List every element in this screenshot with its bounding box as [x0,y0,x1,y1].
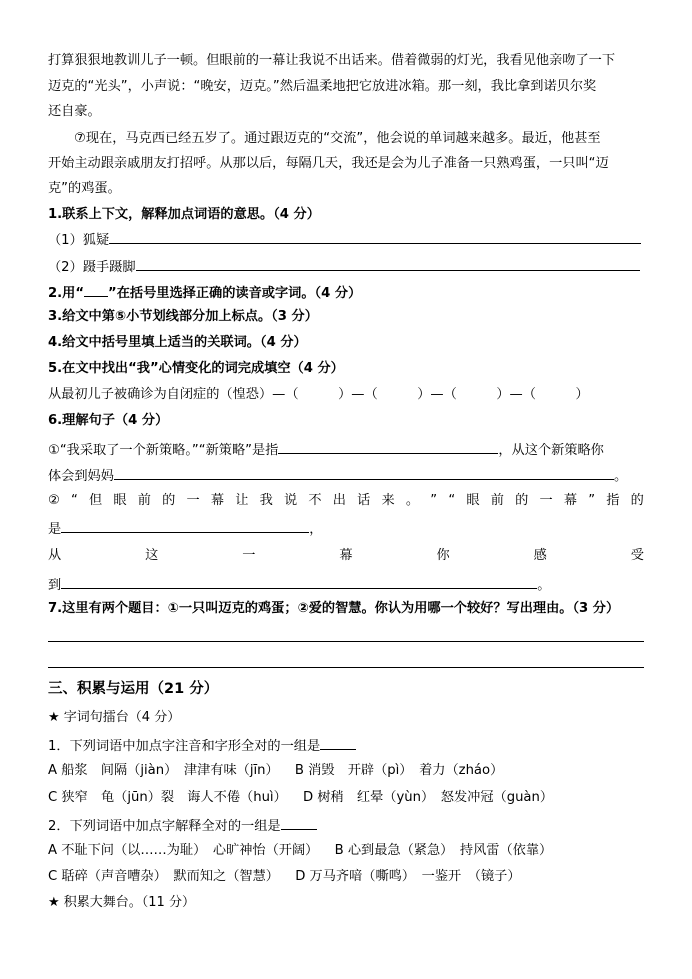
section-3-sub-1: ★ 字词句擂台（4 分） [48,710,181,725]
question-6a2-pre: 体会到妈妈 [48,469,114,484]
q6b-char: 。 [405,493,420,508]
answer-blank-s2[interactable] [281,815,317,830]
question-6b2-pre: 是 [48,522,62,537]
passage-line-6: 克”的鸡蛋。 [48,181,121,196]
q6b-char: ” [430,493,438,508]
question-6b4-pre: 到 [48,578,62,593]
question-6b-4 [48,574,644,595]
question-4: 4.给文中括号里填上适当的关联词。（4 分） [48,335,307,350]
section-3-q1-options-row-2 [48,789,644,807]
answer-line-7b[interactable] [48,667,644,668]
q6b-char: 一 [539,493,553,508]
option-1a: A 船浆 间隔（jiàn） 津津有味（jīn） [48,763,279,778]
q6b-char: 来 [381,493,395,508]
passage-line-1: 打算狠狠地教训儿子一顿。但眼前的一幕让我说不出话来。借着微弱的灯光，我看见他亲吻了一下 [48,53,616,68]
question-2-pre: 2.用“ [48,286,85,301]
q6b-char: 眼 [466,493,480,508]
passage-line-2: 迈克的“光头”，小声说：“晚安，迈克。”然后温柔地把它放进冰箱。那一刻，我比拿到诺贝尔奖 [48,79,597,94]
q6b-char: 我 [259,493,273,508]
question-6b-2 [48,518,644,539]
section-3-q1-options-row-1 [48,762,644,780]
q6b-char: 幕 [563,493,578,508]
option-1d: D 树稍 红晕（yùn） 怒发冲冠（guàn） [303,790,554,805]
answer-line-7a[interactable] [48,641,644,642]
option-2d: D 万马齐喑（嘶鸣） 一鉴开 （镜子） [295,869,521,884]
section-3-q1 [48,735,644,756]
section-3-q2-text: 2．下列词语中加点字解释全对的一组是 [48,819,281,834]
q6b-char: 说 [284,493,298,508]
q6b3-char: 感 [533,548,547,563]
q6b-char: 不 [308,493,322,508]
q6b-char: 让 [235,493,249,508]
section-3-q2 [48,815,644,836]
question-6a-2 [48,465,644,486]
question-2-post: ”在括号里选择正确的读音或字词。（4 分） [108,286,362,301]
option-1c: C 狭窄 龟（jūn）裂 诲人不倦（huì） [48,790,287,805]
option-1b: B 消毁 开辟（pì） 着力（zháo） [294,763,504,778]
q6b-char: 的 [515,493,529,508]
q6b3-char: 幕 [339,548,353,563]
question-1a [48,229,644,250]
q6b3-char: 一 [242,548,256,563]
question-1a-label: （1）狐疑 [48,233,110,248]
answer-line-1b[interactable] [136,256,640,271]
question-6b4-post: 。 [537,578,551,593]
question-3: 3.给文中第⑤小节划线部分加上标点。（3 分） [48,309,318,324]
q6b-char: 幕 [210,493,225,508]
section-3-q2-options-row-2 [48,868,644,886]
q6b-char: 的 [630,493,644,508]
q6b-char: 的 [162,493,176,508]
q6b3-char: 从 [48,548,62,563]
answer-line-1a[interactable] [109,229,641,244]
question-5: 5.在文中找出“我”心情变化的词完成填空（4 分） [48,361,344,376]
q6b-char: “ [448,493,456,508]
question-6a2-post: 。 [613,469,628,484]
q6b-char: 出 [332,493,346,508]
q6b-char: 一 [186,493,200,508]
q6b-char: 话 [357,493,371,508]
q6b-char: 指 [606,493,620,508]
option-2a: A 不耻下问（以……为耻） 心旷神怡（开阔） [48,843,319,858]
question-5-chain: 从最初儿子被确诊为自闭症的（惶恐）—（ ）—（ ）—（ ）—（ ） [48,387,589,402]
answer-line-6a[interactable] [278,439,498,454]
q6b-char: ” [588,493,596,508]
question-1b-label: （2）蹑手蹑脚 [48,260,136,275]
q6b-char: 眼 [113,493,127,508]
option-2b: B 心到最急（紧急） 持风雷（依靠） [334,843,553,858]
q6b-char: 但 [89,493,103,508]
q6b3-char: 受 [630,548,644,563]
q6b3-char: 你 [436,548,450,563]
answer-line-6b-4[interactable] [61,574,537,589]
q6b-char: ② [48,493,60,508]
answer-line-6b-2[interactable] [61,518,309,533]
question-6b2-post: ， [309,522,323,537]
q6b-char: 前 [137,493,151,508]
section-3-title: 三、积累与运用（21 分） [48,681,219,697]
passage-line-3: 还自豪。 [48,104,101,119]
question-6: 6.理解句子（4 分） [48,413,169,428]
question-6b-3 [48,547,644,565]
question-1b [48,256,644,277]
question-1: 1.联系上下文，解释加点词语的意思。（4 分） [48,207,320,222]
question-2-blank [84,282,108,297]
option-2c: C 聒碎（声音嘈杂） 默而知之（智慧） [48,869,279,884]
question-6a-post: ，从这个新策略你 [498,443,604,458]
question-6a-pre: ①“我采取了一个新策略。”“新策略”是指 [48,443,279,458]
passage-line-5: 开始主动跟亲戚朋友打招呼。从那以后，每隔几天，我还是会为儿子准备一只熟鸡蛋，一只叫“迈 [48,156,609,171]
section-3-sub-2: ★ 积累大舞台。（11 分） [48,895,195,910]
passage-line-4: ⑦现在，马克西已经五岁了。通过跟迈克的“交流”，他会说的单词越来越多。最近，他甚至 [74,131,601,146]
q6b-char: “ [71,493,78,508]
question-6b [48,492,644,510]
q6b-char: 前 [490,493,504,508]
answer-blank-s1[interactable] [320,735,356,750]
section-3-q1-text: 1．下列词语中加点字注音和字形全对的一组是 [48,739,321,754]
q6b3-char: 这 [145,548,159,563]
question-7: 7.这里有两个题目：①一只叫迈克的鸡蛋；②爱的智慧。你认为用哪一个较好？写出理由。（3 分） [48,601,620,616]
question-2 [48,282,644,303]
question-6a [48,439,644,460]
answer-line-6a-2[interactable] [114,465,614,480]
section-3-q2-options-row-1 [48,842,644,860]
